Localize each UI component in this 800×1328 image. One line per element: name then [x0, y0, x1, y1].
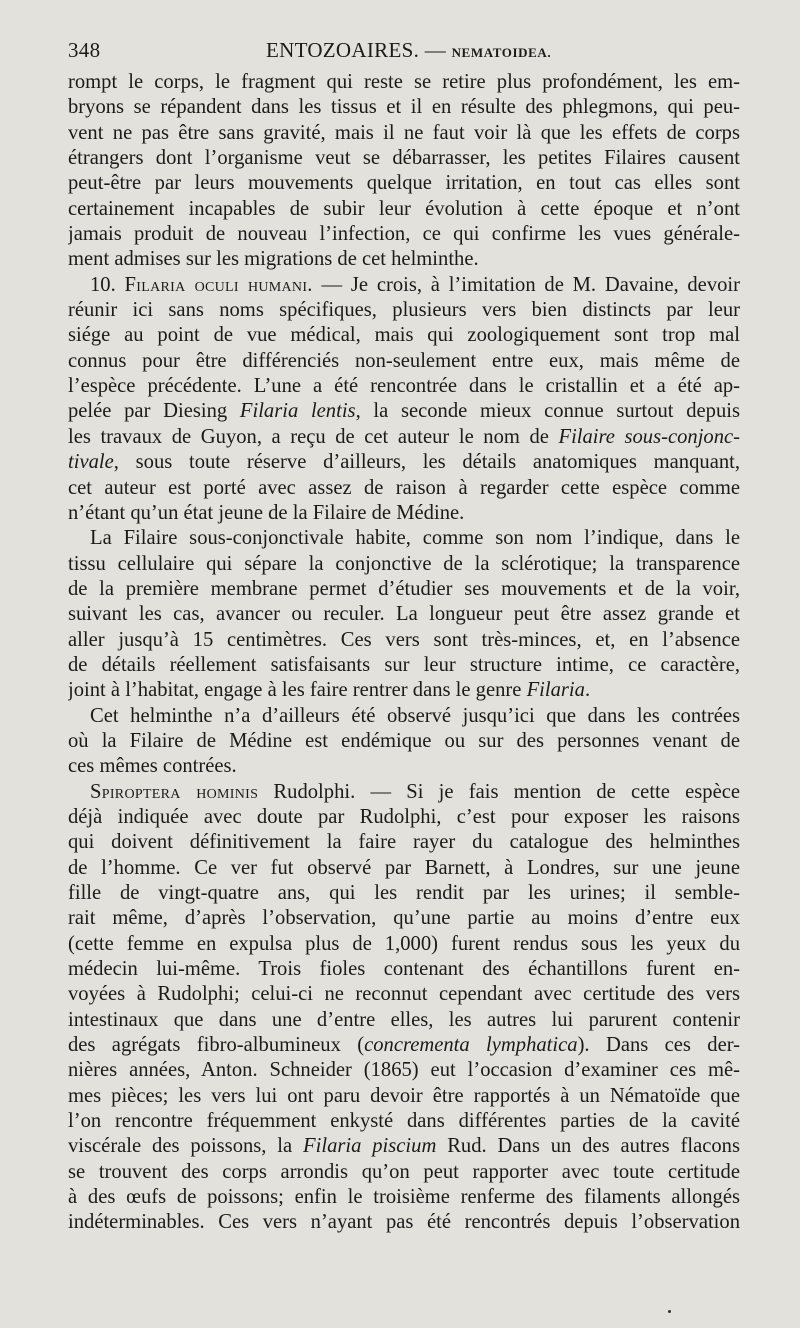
text-line: [68, 704, 740, 729]
text-line: [68, 1058, 740, 1083]
text-line: [68, 197, 740, 222]
italic-term: Filaria: [526, 679, 585, 702]
text-run: vent ne pas être sans gravité, mais il ne faut voir là que les effets de corps: [68, 121, 740, 144]
text-line: [68, 830, 740, 855]
text-line: [68, 577, 740, 602]
text-run: cet auteur est porté avec assez de raison à regarder cette espèce comme: [68, 476, 740, 499]
text-line: [68, 729, 740, 754]
text-run: peut-être par leurs mouvements quelque irritation, en tout cas elles sont: [68, 172, 740, 195]
text-line: [68, 805, 740, 830]
text-run: l’on rencontre fréquemment enkysté dans différentes parties de la cavité: [68, 1110, 740, 1133]
text-line: [68, 476, 740, 501]
italic-term: Filaire sous-conjonc-: [558, 425, 740, 448]
body-text: [68, 70, 740, 1236]
text-line: [68, 754, 740, 779]
text-line: [68, 678, 740, 703]
text-line: [68, 1160, 740, 1185]
text-run: La Filaire sous-conjonctivale habite, comme son nom l’indique, dans le: [90, 527, 740, 550]
text-line: [68, 957, 740, 982]
text-line: [68, 501, 740, 526]
running-head: [68, 38, 740, 64]
text-run: rait même, d’après l’observation, qu’une partie au moins d’entre eux: [68, 907, 740, 930]
text-run: médecin lui-même. Trois fioles contenant des échantillons furent en-: [68, 958, 740, 981]
text-run: étrangers dont l’organisme veut se débarrasser, les petites Filaires causent: [68, 147, 740, 170]
text-line: [68, 552, 740, 577]
text-run: intestinaux que dans une d’entre elles, les autres lui parurent contenir: [68, 1008, 740, 1031]
text-run: (cette femme en expulsa plus de 1,000) furent rendus sous les yeux du: [68, 932, 740, 955]
text-line: [68, 1185, 740, 1210]
text-line: [68, 95, 740, 120]
text-run: , sous toute réserve d’ailleurs, les détails anatomiques manquant,: [113, 451, 740, 474]
page-number: 348: [68, 38, 101, 62]
text-line: [68, 349, 740, 374]
text-run: Rudolphi. — Si je fais mention de cette espèce: [258, 780, 740, 803]
title-dash: —: [424, 38, 446, 62]
text-line: [68, 247, 740, 272]
running-title: [266, 38, 551, 63]
text-line: [68, 653, 740, 678]
italic-term: concrementa lymphatica: [364, 1034, 578, 1057]
text-line: [68, 1084, 740, 1109]
text-run: mes pièces; les vers lui ont paru devoir être rapportés à un Nématoïde que: [68, 1084, 740, 1107]
text-line: [68, 526, 740, 551]
text-run: 10.: [90, 273, 125, 296]
text-run: viscérale des poissons, la: [68, 1135, 304, 1158]
text-line: [68, 121, 740, 146]
text-line: [68, 425, 740, 450]
text-run: suivant les cas, avancer ou reculer. La longueur peut être assez grande et: [68, 603, 740, 626]
italic-term: Filaria piscium: [303, 1135, 437, 1158]
text-line: [68, 602, 740, 627]
text-run: n’étant qu’un état jeune de la Filaire de Médine.: [68, 501, 465, 524]
text-run: rompt le corps, le fragment qui reste se retire plus profondément, les em-: [68, 71, 740, 93]
text-line: [68, 1008, 740, 1033]
text-run: ces mêmes contrées.: [68, 755, 237, 778]
text-run: connus pour être différenciés non-seulement entre eux, mais même de: [68, 349, 740, 372]
text-run: joint à l’habitat, engage à les faire rentrer dans le genre: [68, 679, 527, 702]
species-name: Spiroptera hominis: [90, 780, 259, 803]
text-run: se trouvent des corps arrondis qu’on peut rapporter avec toute certitude: [68, 1160, 740, 1183]
text-run: aller jusqu’à 15 centimètres. Ces vers sont très-minces, et, en l’absence: [68, 628, 740, 651]
text-run: où la Filaire de Médine est endémique ou sur des personnes venant de: [68, 729, 740, 752]
text-line: [68, 70, 740, 95]
text-line: [68, 171, 740, 196]
text-line: [68, 1109, 740, 1134]
text-run: siége au point de vue médical, mais qui zoologiquement sont trop mal: [68, 324, 740, 347]
text-run: bryons se répandent dans les tissus et il en résulte des phlegmons, qui peu-: [68, 96, 740, 119]
text-line: [68, 146, 740, 171]
text-run: à des œufs de poissons; enfin le troisième renferme des filaments allongés: [68, 1186, 740, 1209]
text-run: des agrégats fibro-albumineux (: [68, 1034, 365, 1057]
italic-term: tivale: [68, 451, 114, 474]
text-run: ). Dans ces der-: [577, 1034, 740, 1057]
text-run: réunir ici sans noms spécifiques, plusieurs vers bien distincts par leur: [68, 299, 740, 322]
text-line: [68, 298, 740, 323]
text-run: certainement incapables de subir leur évolution à cette époque et n’ont: [68, 197, 740, 220]
text-line: [68, 374, 740, 399]
text-line: [68, 780, 740, 805]
text-run: de la première membrane permet d’étudier ses mouvements et de la voir,: [68, 577, 740, 600]
text-run: fille de vingt-quatre ans, qui les rendit par les urines; il semble-: [68, 882, 740, 904]
text-run: voyées à Rudolphi; celui-ci ne reconnut cependant avec certitude des vers: [68, 983, 740, 1006]
text-run: .: [584, 679, 591, 702]
italic-term: Filaria lentis: [239, 400, 356, 423]
text-line: [68, 881, 740, 906]
text-run: les travaux de Guyon, a reçu de cet auteur le nom de: [68, 425, 559, 448]
text-line: [68, 906, 740, 931]
text-run: tissu cellulaire qui sépare la conjonctive de la sclérotique; la transparence: [68, 552, 740, 575]
text-line: [68, 1134, 740, 1159]
text-line: [68, 323, 740, 348]
text-line: [68, 932, 740, 957]
text-run: nières années, Anton. Schneider (1865) eut l’occasion d’examiner ces mê-: [68, 1059, 740, 1082]
text-run: indéterminables. Ces vers n’ayant pas été rencontrés depuis l’observation: [68, 1211, 740, 1234]
text-run: Rud. Dans un des autres flacons: [436, 1135, 740, 1158]
text-run: pelée par Diesing: [68, 400, 240, 423]
text-line: [68, 273, 740, 298]
text-run: Cet helminthe n’a d’ailleurs été observé jusqu’ici que dans les contrées: [90, 704, 740, 727]
chapter-title: ENTOZOAIRES.: [266, 38, 420, 62]
section-title: NEMATOIDEA.: [451, 45, 552, 60]
text-run: — Je crois, à l’imitation de M. Davaine, devoir: [312, 273, 740, 296]
text-run: de l’homme. Ce ver fut observé par Barnett, à Londres, sur une jeune: [68, 856, 740, 879]
text-run: ment admises sur les migrations de cet helminthe.: [68, 248, 479, 271]
text-run: qui doivent définitivement la faire rayer du catalogue des helminthes: [68, 831, 740, 854]
text-line: [68, 982, 740, 1007]
text-line: [68, 1033, 740, 1058]
species-name: Filaria oculi humani.: [124, 273, 313, 296]
text-run: déjà indiquée avec doute par Rudolphi, c’est pour exposer les raisons: [68, 805, 740, 828]
text-line: [68, 1210, 740, 1235]
text-run: de détails réellement satisfaisants sur leur structure intime, ce caractère,: [68, 653, 740, 676]
text-line: [68, 856, 740, 881]
text-run: jamais produit de nouveau l’infection, ce qui confirme les vues générale-: [68, 223, 740, 246]
paper-speck: [668, 1310, 671, 1313]
text-line: [68, 399, 740, 424]
text-run: l’espèce précédente. L’une a été rencontrée dans le cristallin et a été ap-: [68, 375, 740, 398]
text-run: , la seconde mieux connue surtout depuis: [355, 400, 740, 423]
text-line: [68, 222, 740, 247]
text-line: [68, 628, 740, 653]
text-line: [68, 450, 740, 475]
